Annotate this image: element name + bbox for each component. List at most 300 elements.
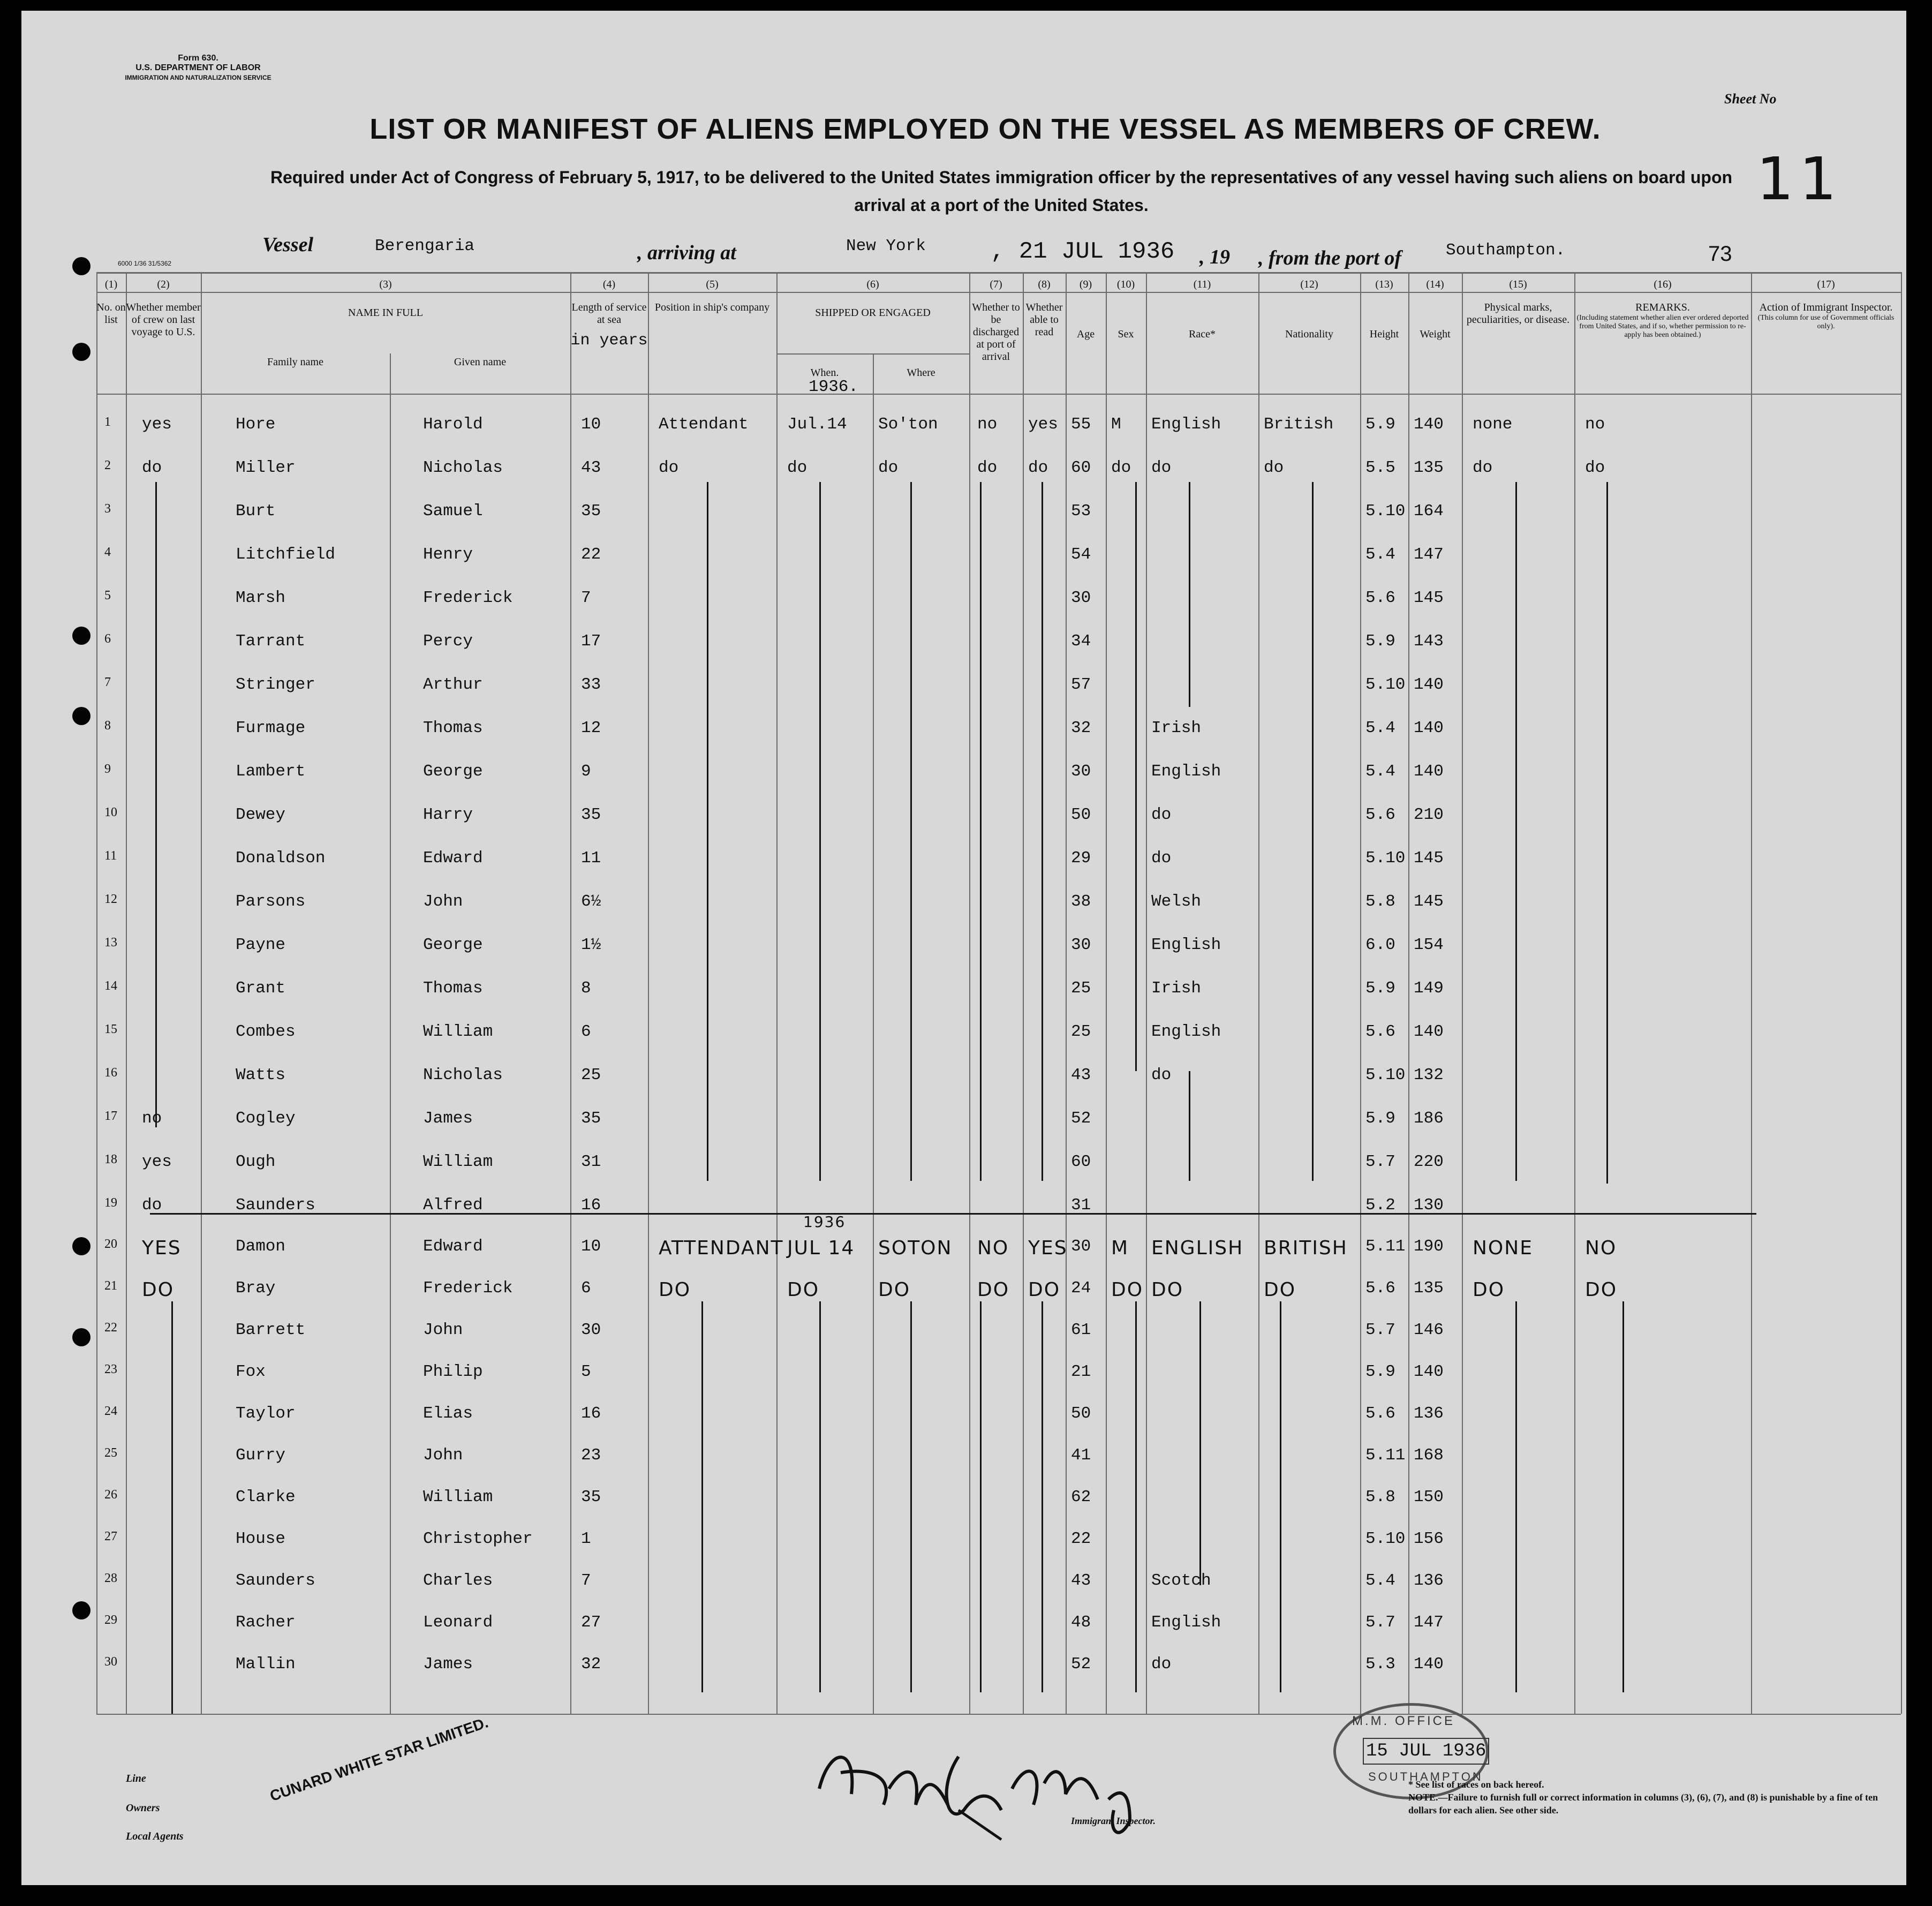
age: 30: [1071, 1237, 1091, 1256]
height: 5.4: [1365, 719, 1395, 737]
race: Irish: [1151, 719, 1202, 737]
shipped-where: DO: [878, 1279, 911, 1301]
age: 60: [1071, 458, 1091, 477]
position: do: [659, 458, 679, 477]
age: 29: [1071, 849, 1091, 868]
race: do: [1151, 805, 1172, 824]
ditto-line: [1199, 1301, 1201, 1585]
row-number: 18: [104, 1152, 117, 1166]
race: English: [1151, 415, 1221, 434]
age: 52: [1071, 1655, 1091, 1674]
height: 5.8: [1365, 892, 1395, 911]
service-years: 33: [581, 675, 601, 694]
height: 5.8: [1365, 1488, 1395, 1506]
given-name: William: [423, 1022, 493, 1041]
weight: 156: [1414, 1530, 1444, 1548]
year-label: , 19: [1199, 246, 1230, 268]
column-subheader: Given name: [454, 356, 507, 368]
family-name: Stringer: [236, 675, 315, 694]
race: do: [1151, 1066, 1172, 1084]
weight: 186: [1414, 1109, 1444, 1128]
ditto-line: [980, 482, 982, 1181]
column-header: [1408, 278, 1462, 341]
given-name: Frederick: [423, 589, 513, 607]
physical-marks: NONE: [1473, 1237, 1533, 1259]
given-name: Edward: [423, 849, 483, 868]
row-number: 8: [104, 719, 111, 733]
arrival-date-stamp: , 21 JUL 1936: [991, 238, 1175, 265]
column-label: Weight: [1420, 328, 1451, 340]
weight: 140: [1414, 1362, 1444, 1381]
given-name: George: [423, 762, 483, 781]
weight: 220: [1414, 1152, 1444, 1171]
height: 5.9: [1365, 632, 1395, 651]
family-name: Clarke: [236, 1488, 296, 1506]
age: 55: [1071, 415, 1091, 434]
ditto-line: [707, 482, 708, 1181]
prev-voyage: YES: [142, 1237, 182, 1259]
able-to-read: YES: [1028, 1237, 1068, 1259]
weight: 147: [1414, 1613, 1444, 1632]
race: ENGLISH: [1151, 1237, 1244, 1259]
punch-hole: [72, 707, 90, 725]
year-note: 1936: [803, 1213, 846, 1231]
column-header: [776, 278, 969, 319]
column-subheader: Family name: [267, 356, 323, 368]
column-label: Sex: [1118, 328, 1134, 340]
ditto-line: [1135, 1301, 1137, 1692]
column-number: (4): [602, 278, 616, 290]
height: 5.3: [1365, 1655, 1395, 1674]
family-name: Cogley: [236, 1109, 296, 1128]
race: do: [1151, 849, 1172, 868]
given-name: Harold: [423, 415, 483, 434]
ditto-line: [980, 1301, 982, 1692]
sheet-number-label: Sheet No: [1724, 91, 1777, 107]
stamp-date: 15 JUL 1936: [1363, 1738, 1489, 1765]
service-years: 10: [581, 1237, 601, 1256]
column-subheader: Where: [907, 367, 935, 379]
age: 21: [1071, 1362, 1091, 1381]
column-label: Position in ship's company: [654, 302, 770, 313]
row-number: 2: [104, 458, 111, 472]
column-label: Physical marks, peculiarities, or disease.: [1466, 302, 1570, 326]
height: 5.7: [1365, 1613, 1395, 1632]
column-number: (2): [157, 278, 170, 290]
ditto-line: [1515, 1301, 1517, 1692]
weight: 164: [1414, 502, 1444, 521]
race: DO: [1151, 1279, 1184, 1301]
prev-voyage: no: [142, 1109, 162, 1128]
age: 34: [1071, 632, 1091, 651]
age: 48: [1071, 1613, 1091, 1632]
local-agents-label: Local Agents: [126, 1830, 184, 1842]
family-name: Damon: [236, 1237, 286, 1256]
height: 6.0: [1365, 936, 1395, 954]
height: 5.6: [1365, 1404, 1395, 1423]
able-to-read: do: [1028, 458, 1048, 477]
service-years: 32: [581, 1655, 601, 1674]
row-number: 9: [104, 762, 111, 776]
family-name: Barrett: [236, 1321, 306, 1339]
sex: DO: [1111, 1279, 1144, 1301]
from-port-label: , from the port of: [1258, 247, 1402, 269]
service-years: 7: [581, 589, 591, 607]
height: 5.2: [1365, 1196, 1395, 1215]
stamp-port-text: SOUTHAMPTON: [1368, 1770, 1483, 1783]
column-header: [1574, 278, 1751, 340]
row-number: 26: [104, 1488, 117, 1502]
page-title: LIST OR MANIFEST OF ALIENS EMPLOYED ON THE VESSEL AS MEMBERS OF CREW.: [369, 113, 1601, 145]
given-name: Elias: [423, 1404, 473, 1423]
column-number: (9): [1079, 278, 1092, 290]
family-name: Bray: [236, 1279, 276, 1298]
column-label: Length of service at sea: [571, 302, 647, 326]
given-name: Nicholas: [423, 458, 503, 477]
given-name: Percy: [423, 632, 473, 651]
age: 57: [1071, 675, 1091, 694]
shipped-where: do: [878, 458, 899, 477]
row-number: 25: [104, 1446, 117, 1460]
row-number: 13: [104, 936, 117, 950]
remarks: no: [1585, 415, 1605, 434]
column-number: (8): [1038, 278, 1051, 290]
family-name: Parsons: [236, 892, 306, 911]
column-header: [1066, 278, 1106, 341]
family-name: Combes: [236, 1022, 296, 1041]
column-number: (15): [1509, 278, 1527, 290]
height: 5.9: [1365, 979, 1395, 998]
height: 5.9: [1365, 1109, 1395, 1128]
row-number: 7: [104, 675, 111, 689]
family-name: Saunders: [236, 1196, 315, 1215]
sex: M: [1111, 1237, 1129, 1259]
column-header: [1751, 278, 1901, 331]
column-number: (13): [1375, 278, 1393, 290]
weight: 136: [1414, 1571, 1444, 1590]
height: 5.7: [1365, 1321, 1395, 1339]
service-years: 8: [581, 979, 591, 998]
family-name: Marsh: [236, 589, 286, 607]
given-name: William: [423, 1152, 493, 1171]
ditto-line: [1042, 482, 1043, 1181]
given-name: Thomas: [423, 719, 483, 737]
column-number: (12): [1300, 278, 1318, 290]
column-label: NAME IN FULL: [348, 307, 423, 319]
ditto-line: [1622, 1301, 1624, 1692]
punch-hole: [72, 343, 90, 361]
physical-marks: do: [1473, 458, 1493, 477]
height: 5.11: [1365, 1446, 1406, 1465]
physical-marks: DO: [1473, 1279, 1505, 1301]
service-years: 23: [581, 1446, 601, 1465]
ditto-line: [1189, 1071, 1190, 1181]
remarks: NO: [1585, 1237, 1617, 1259]
discharged: do: [977, 458, 998, 477]
column-note: in years: [570, 332, 648, 350]
row-number: 22: [104, 1321, 117, 1335]
family-name: Furmage: [236, 719, 306, 737]
family-name: Saunders: [236, 1571, 315, 1590]
service-years: 1: [581, 1530, 591, 1548]
family-name: Mallin: [236, 1655, 296, 1674]
given-name: Henry: [423, 545, 473, 564]
column-header: [1360, 278, 1408, 341]
prev-voyage: DO: [142, 1279, 175, 1301]
height: 5.4: [1365, 545, 1395, 564]
service-years: 31: [581, 1152, 601, 1171]
column-header: [201, 278, 570, 319]
family-name: House: [236, 1530, 286, 1548]
column-label: Race*: [1189, 328, 1216, 340]
year-note: 1936.: [809, 378, 859, 396]
ditto-line: [171, 1301, 173, 1714]
sex: M: [1111, 415, 1121, 434]
family-name: Taylor: [236, 1404, 296, 1423]
column-number: (11): [1193, 278, 1211, 290]
column-note: (This column for use of Government officials only).: [1757, 314, 1895, 330]
given-name: Philip: [423, 1362, 483, 1381]
row-number: 15: [104, 1022, 117, 1036]
shipped-when: JUL 14: [787, 1237, 855, 1259]
remarks: DO: [1585, 1279, 1618, 1301]
prev-voyage: do: [142, 1196, 162, 1215]
discharged: NO: [977, 1237, 1009, 1259]
row-number: 3: [104, 502, 111, 516]
weight: 149: [1414, 979, 1444, 998]
height: 5.6: [1365, 805, 1395, 824]
prev-voyage: do: [142, 458, 162, 477]
age: 25: [1071, 979, 1091, 998]
weight: 147: [1414, 545, 1444, 564]
column-label: SHIPPED OR ENGAGED: [815, 307, 931, 319]
column-number: (7): [990, 278, 1002, 290]
age: 31: [1071, 1196, 1091, 1215]
weight: 146: [1414, 1321, 1444, 1339]
given-name: Leonard: [423, 1613, 493, 1632]
column-number: (3): [379, 278, 392, 290]
race: English: [1151, 1022, 1221, 1041]
age: 41: [1071, 1446, 1091, 1465]
service-years: 1½: [581, 936, 601, 954]
height: 5.9: [1365, 415, 1395, 434]
given-name: James: [423, 1109, 473, 1128]
given-name: Edward: [423, 1237, 483, 1256]
column-label: Age: [1076, 328, 1095, 340]
age: 30: [1071, 936, 1091, 954]
column-header: [1258, 278, 1360, 341]
service-years: 17: [581, 632, 601, 651]
handwritten-sheet-number: 11: [1756, 145, 1842, 213]
row-number: 30: [104, 1655, 117, 1669]
column-header: [1023, 278, 1066, 338]
weight: 150: [1414, 1488, 1444, 1506]
row-number: 24: [104, 1404, 117, 1418]
given-name: Harry: [423, 805, 473, 824]
race: English: [1151, 936, 1221, 954]
service-years: 6: [581, 1279, 591, 1298]
weight: 145: [1414, 849, 1444, 868]
service-years: 43: [581, 458, 601, 477]
punch-hole: [72, 1237, 90, 1255]
column-number: (16): [1654, 278, 1672, 290]
race: English: [1151, 762, 1221, 781]
column-number: (17): [1817, 278, 1835, 290]
age: 38: [1071, 892, 1091, 911]
column-label: REMARKS.: [1635, 302, 1690, 313]
strikethrough-line: [150, 1213, 1756, 1215]
given-name: John: [423, 1446, 463, 1465]
column-note: (Including statement whether alien ever ordered deported from United States, and if so, whether permission to re-apply has been obtained.): [1576, 314, 1749, 339]
weight: 140: [1414, 675, 1444, 694]
height: 5.4: [1365, 762, 1395, 781]
ditto-line: [1189, 482, 1190, 707]
weight: 154: [1414, 936, 1444, 954]
given-name: James: [423, 1655, 473, 1674]
row-number: 10: [104, 805, 117, 819]
arrival-port: New York: [846, 237, 926, 255]
ditto-line: [910, 1301, 912, 1692]
column-number: (1): [104, 278, 118, 290]
ditto-line: [701, 1301, 703, 1692]
age: 30: [1071, 762, 1091, 781]
row-number: 5: [104, 589, 111, 602]
column-number: (14): [1426, 278, 1444, 290]
weight: 145: [1414, 892, 1444, 911]
service-years: 22: [581, 545, 601, 564]
race: do: [1151, 1655, 1172, 1674]
weight: 190: [1414, 1237, 1444, 1256]
service-years: 10: [581, 415, 601, 434]
family-name: Lambert: [236, 762, 306, 781]
column-label: Nationality: [1285, 328, 1333, 340]
form-number: Form 630.: [178, 54, 218, 63]
races-note: * See list of races on back hereof.: [1408, 1779, 1544, 1790]
column-header: [570, 278, 648, 350]
age: 22: [1071, 1530, 1091, 1548]
row-number: 14: [104, 979, 117, 993]
age: 53: [1071, 502, 1091, 521]
weight: 132: [1414, 1066, 1444, 1084]
owners-label: Owners: [126, 1802, 160, 1814]
row-number: 20: [104, 1237, 117, 1251]
given-name: Frederick: [423, 1279, 513, 1298]
nationality: British: [1264, 415, 1334, 434]
family-name: Ough: [236, 1152, 276, 1171]
service: IMMIGRATION AND NATURALIZATION SERVICE: [125, 74, 271, 81]
weight: 135: [1414, 1279, 1444, 1298]
service-years: 35: [581, 805, 601, 824]
family-name: Racher: [236, 1613, 296, 1632]
weight: 130: [1414, 1196, 1444, 1215]
height: 5.10: [1365, 1530, 1406, 1548]
weight: 140: [1414, 415, 1444, 434]
column-label: Whether to be discharged at port of arrival: [972, 302, 1020, 363]
service-years: 16: [581, 1404, 601, 1423]
weight: 168: [1414, 1446, 1444, 1465]
height: 5.10: [1365, 849, 1406, 868]
discharged: DO: [977, 1279, 1010, 1301]
column-header: [126, 278, 201, 338]
row-number: 4: [104, 545, 111, 559]
list-number: 73: [1708, 242, 1732, 266]
weight: 145: [1414, 589, 1444, 607]
race: English: [1151, 1613, 1221, 1632]
weight: 143: [1414, 632, 1444, 651]
line-label: Line: [126, 1773, 146, 1784]
race: Irish: [1151, 979, 1202, 998]
position: Attendant: [659, 415, 749, 434]
column-header: [1146, 278, 1258, 341]
departure-port: Southampton.: [1446, 241, 1566, 260]
column-label: No. on list: [96, 302, 126, 326]
weight: 140: [1414, 1655, 1444, 1674]
given-name: George: [423, 936, 483, 954]
row-number: 19: [104, 1196, 117, 1210]
service-years: 7: [581, 1571, 591, 1590]
able-to-read: yes: [1028, 415, 1058, 434]
column-header: [96, 278, 126, 326]
age: 50: [1071, 805, 1091, 824]
ditto-line: [910, 482, 912, 1181]
column-header: [1106, 278, 1146, 341]
nationality: DO: [1264, 1279, 1296, 1301]
prev-voyage: yes: [142, 1152, 172, 1171]
able-to-read: DO: [1028, 1279, 1061, 1301]
ditto-line: [819, 1301, 821, 1692]
row-number: 16: [104, 1066, 117, 1080]
shipped-where: So'ton: [878, 415, 938, 434]
family-name: Burt: [236, 502, 276, 521]
manifest-sheet: [21, 11, 1906, 1885]
height: 5.4: [1365, 1571, 1395, 1590]
column-number: (10): [1116, 278, 1135, 290]
row-number: 23: [104, 1362, 117, 1376]
remarks: do: [1585, 458, 1605, 477]
footnote: [1408, 1778, 1890, 1817]
punch-hole: [72, 1601, 90, 1619]
age: 30: [1071, 589, 1091, 607]
height: 5.7: [1365, 1152, 1395, 1171]
column-label: Height: [1369, 328, 1399, 340]
given-name: John: [423, 1321, 463, 1339]
service-years: 11: [581, 849, 601, 868]
ditto-line: [1042, 1301, 1043, 1692]
age: 43: [1071, 1066, 1091, 1084]
nationality: do: [1264, 458, 1284, 477]
age: 25: [1071, 1022, 1091, 1041]
position: DO: [659, 1279, 691, 1301]
stamp-office-text: M.M. OFFICE: [1352, 1714, 1455, 1728]
given-name: John: [423, 892, 463, 911]
family-name: Gurry: [236, 1446, 286, 1465]
nationality: BRITISH: [1264, 1237, 1348, 1259]
height: 5.11: [1365, 1237, 1406, 1256]
department: U.S. DEPARTMENT OF LABOR: [135, 63, 261, 72]
height: 5.10: [1365, 502, 1406, 521]
penalty-note: NOTE.—Failure to furnish full or correct information in columns (3), (6), (7), and (8) is punishable by a fine of ten dollars for each alien. See other side.: [1408, 1792, 1878, 1815]
age: 60: [1071, 1152, 1091, 1171]
service-years: 9: [581, 762, 591, 781]
height: 5.6: [1365, 1279, 1395, 1298]
column-header: [648, 278, 776, 314]
given-name: Samuel: [423, 502, 483, 521]
vessel-name: Berengaria: [375, 237, 475, 255]
weight: 140: [1414, 719, 1444, 737]
weight: 136: [1414, 1404, 1444, 1423]
sex: do: [1111, 458, 1131, 477]
age: 32: [1071, 719, 1091, 737]
